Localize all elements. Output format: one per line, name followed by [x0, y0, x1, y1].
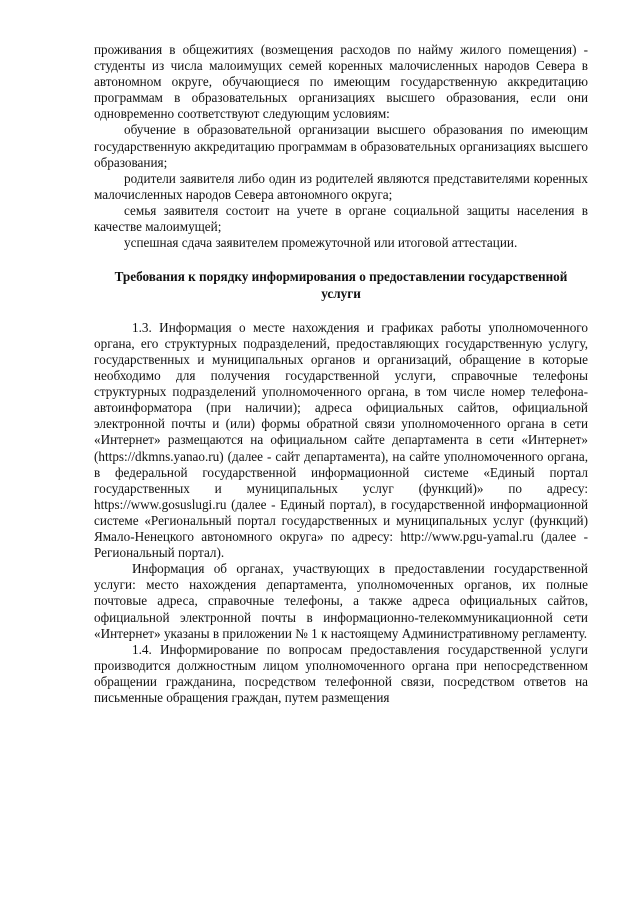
document-page	[94, 42, 588, 706]
condition-item-education: обучение в образовательной организации высшего образования по имеющим государственную аккредитацию программам в образовательных организациях высшего образования;	[94, 122, 588, 170]
paragraph-1-3: 1.3. Информация о месте нахождения и графиках работы уполномоченного органа, его структурных подразделений, предоставляющих государственную услугу, государственных и муниципальных органов и организаций, обращение в которые необходимо для получения государственной услуги, справочные телефоны структурных подразделений уполномоченного органа, в том числе номер телефона-автоинформатора (при наличии); адреса официальных сайтов, официальной электронной почты и (или) формы обратной связи уполномоченного органа в сети «Интернет» размещаются на официальном сайте департамента в сети «Интернет» (https://dkmns.yanao.ru) (далее - сайт департамента), на сайте уполномоченного органа, в федеральной государственной информационной системе «Единый портал государственных и муниципальных услуг (функций)» по адресу: https://www.gosuslugi.ru (далее - Единый портал), в государственной информационной системе «Региональный портал государственных и муниципальных услуг (функций) Ямало-Ненецкого автономного округа» по адресу: http://www.pgu-yamal.ru (далее - Региональный портал).	[94, 319, 588, 561]
condition-item-attestation: успешная сдача заявителем промежуточной или итоговой аттестации.	[124, 235, 518, 251]
paragraph-continuation: проживания в общежитиях (возмещения расходов по найму жилого помещения) - студенты из числа малоимущих семей коренных малочисленных народов Севера в автономном округе, обучающиеся по имеющим государственную аккредитацию программам в образовательных организациях высшего образования, если они одновременно соответствуют следующим условиям:	[94, 42, 588, 122]
section-heading: Требования к порядку информирования о предоставлении государственной услуги	[114, 269, 568, 301]
condition-item-family: семья заявителя состоит на учете в органе социальной защиты населения в качестве малоимущей;	[94, 202, 588, 235]
paragraph-1-4: 1.4. Информирование по вопросам предоставления государственной услуги производится должностным лицом уполномоченного органа при непосредственном обращении гражданина, посредством телефонной связи, посредством ответов на письменные обращения граждан, путем размещения	[94, 641, 588, 705]
condition-item-parents: родители заявителя либо один из родителей являются представителями коренных малочисленных народов Севера автономного округа;	[94, 170, 588, 202]
paragraph-organs-info: Информация об органах, участвующих в предоставлении государственной услуги: место нахождения департамента, уполномоченных органов, их полные почтовые адреса, справочные телефоны, а также адреса официальных сайтов, официальной электронной почты в информационно-телекоммуникационной сети «Интернет» указаны в приложении № 1 к настоящему Административному регламенту.	[94, 561, 588, 641]
